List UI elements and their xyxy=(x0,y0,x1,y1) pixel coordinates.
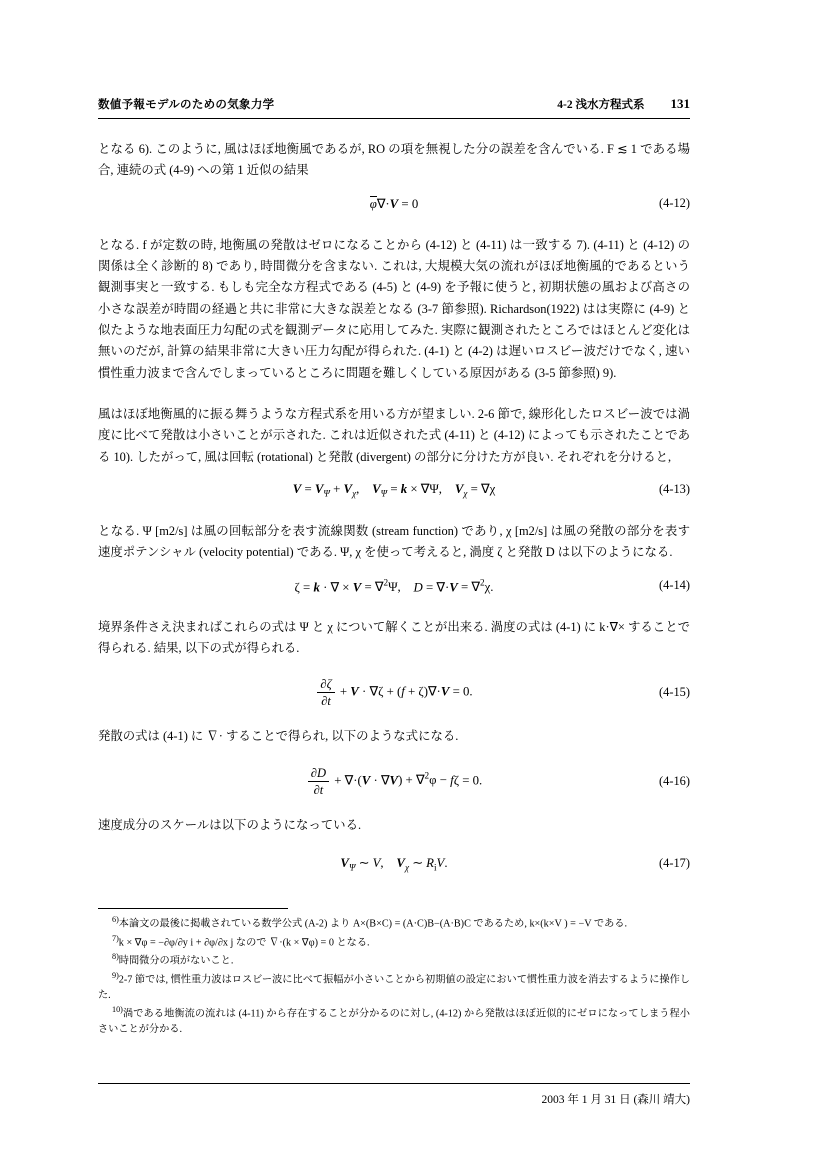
equation-4-13-number: (4-13) xyxy=(659,481,690,496)
footnote-text: 時間微分の項がないこと. xyxy=(118,955,234,967)
equation-4-16-number: (4-16) xyxy=(659,773,690,788)
equation-4-14-number: (4-14) xyxy=(659,577,690,592)
paragraph-2: となる. f が定数の時, 地衡風の発散はゼロになることから (4-12) と (4-11) は一致する 7). (4-11) と (4-12) の関係は全く診断的 8) であり, 時間微分を含まない. これは, 大規模大気の流れがほぼ地衡風的であるという観測事実と一致する. もしも完全な方程式である (4-5) と (4-9) を予報に使うと, 初期状態の風および高さの小さな誤差が時間の経過と共に非常に大きな誤差となる (3-7 節参照). Richardson(1922) はは実際に (4-9) と似たような地表面圧力勾配の式を観測データに応用してみた. 実際に観測されたところではほとんど変化は無いのだが, 計算の結果非常に大きい圧力勾配が得られた. (4-1) と (4-2) は遅いロスビー波だけでなく, 速い慣性重力波まで含んでしまっているところに問題を難しくしている原因がある (3-5 節参照) 9). xyxy=(98,237,690,380)
footnote-marker: 10) xyxy=(112,1005,123,1015)
equation-4-12-body: φ∇·V = 0 xyxy=(369,196,419,211)
equation-4-13 xyxy=(98,482,690,504)
page-footer xyxy=(98,1083,690,1107)
paragraph-3: 風はほぼ地衡風的に振る舞うような方程式系を用いる方が望ましい. 2-6 節で, 線形化したロスビー波では渦度に比べて発散は小さいことが示された. これは近似された式 (4-11) と (4-12) によっても示されたことである 10). したがって, 風は回転 (rotational) と発散 (divergent) の部分に分けた方が良い. それぞれを分けると, xyxy=(98,406,690,464)
footnote-item xyxy=(98,933,690,951)
equation-4-16 xyxy=(98,766,690,797)
footnote-item xyxy=(98,951,690,969)
running-header xyxy=(98,96,690,119)
paragraph-7: 速度成分のスケールは以下のようになっている. xyxy=(98,817,362,832)
header-right-group xyxy=(557,96,690,112)
equation-4-17-number: (4-17) xyxy=(659,856,690,871)
paragraph-1: となる 6). このように, 風はほぼ地衡風であるが, RO の項を無視した分の誤差を含んでいる. F ≲ 1 である場合, 連続の式 (4-9) への第 1 近似の結果 xyxy=(98,142,690,178)
footnote-text: 渦である地衡流の流れは (4-11) から存在することが分かるのに対し, (4-12) から発散はほぼ近似的にゼロになってしまう程小さいことが分かる. xyxy=(98,1008,690,1035)
footnote-item xyxy=(98,970,690,1003)
equation-4-14 xyxy=(98,578,690,600)
page-content xyxy=(98,96,690,1038)
footnote-item xyxy=(98,914,690,932)
equation-4-13-body: $V = V_\Psi + V_\chi$, $V_\Psi = k \times \nabla\Psi$, $V_\chi = \nabla\chi$ xyxy=(292,481,496,499)
equation-4-12 xyxy=(98,196,690,218)
equation-4-15 xyxy=(98,677,690,708)
equation-4-16-body: $\frac{\partial D}{\partial t}$ + ∇·(V · ∇V) + ∇$^2$φ − fζ = 0. xyxy=(98,766,690,797)
footnote-marker: 8) xyxy=(112,952,119,962)
footnotes xyxy=(98,908,690,1037)
footnote-rule xyxy=(98,908,288,909)
footnote-text: k × ∇φ = −∂φ/∂y i + ∂φ/∂x j なので ∇·(k × ∇φ) = 0 となる. xyxy=(118,937,370,949)
footnote-marker: 9) xyxy=(112,971,119,981)
footnote-marker: 7) xyxy=(112,933,119,943)
paragraph-5: 境界条件さえ決まればこれらの式は Ψ と χ について解くことが出来る. 渦度の式は (4-1) に k·∇× することで得られる. 結果, 以下の式が得られる. xyxy=(98,619,690,655)
footer-text: 2003 年 1 月 31 日 (森川 靖大) xyxy=(541,1094,690,1106)
footnote-text: 本論文の最後に掲載されている数学公式 (A-2) より A×(B×C) = (A·C)B−(A·B)C であるため, k×(k×V ) = −V である. xyxy=(118,918,628,930)
equation-4-15-number: (4-15) xyxy=(659,685,690,700)
paragraph-4: となる. Ψ [m2/s] は風の回転部分を表す流線関数 (stream function) であり, χ [m2/s] は風の発散の部分を表す速度ポテンシャル (velocity potential) である. Ψ, χ を使って考えると, 渦度 ζ と発散 D は以下のようになる. xyxy=(98,523,690,560)
equation-4-15-body: $\frac{\partial\zeta}{\partial t}$ + V · ∇ζ + (f + ζ)∇·V = 0. xyxy=(98,677,690,708)
footnote-marker: 6) xyxy=(112,915,119,925)
equation-4-17-body: $V_\Psi$ ∼ V, $V_\chi$ ∼ $R_iV$. xyxy=(340,856,448,873)
paragraph-6: 発散の式は (4-1) に ∇· することで得られ, 以下のような式になる. xyxy=(98,729,459,744)
header-section: 4-2 浅水方程式系 xyxy=(557,99,645,111)
header-page-number: 131 xyxy=(670,96,690,111)
footnote-item xyxy=(98,1004,690,1037)
footnote-text: 2-7 節では, 慣性重力波はロスビー波に比べて振幅が小さいことから初期値の設定において慣性重力波を消去するように操作した. xyxy=(98,974,690,1001)
header-title: 数値予報モデルのための気象力学 xyxy=(98,99,275,111)
equation-4-12-number: (4-12) xyxy=(659,195,690,210)
equation-4-14-body: ζ = k · ∇ × V = ∇$^2$Ψ, D = ∇·V = ∇$^2$χ. xyxy=(294,577,494,594)
equation-4-17 xyxy=(98,856,690,878)
